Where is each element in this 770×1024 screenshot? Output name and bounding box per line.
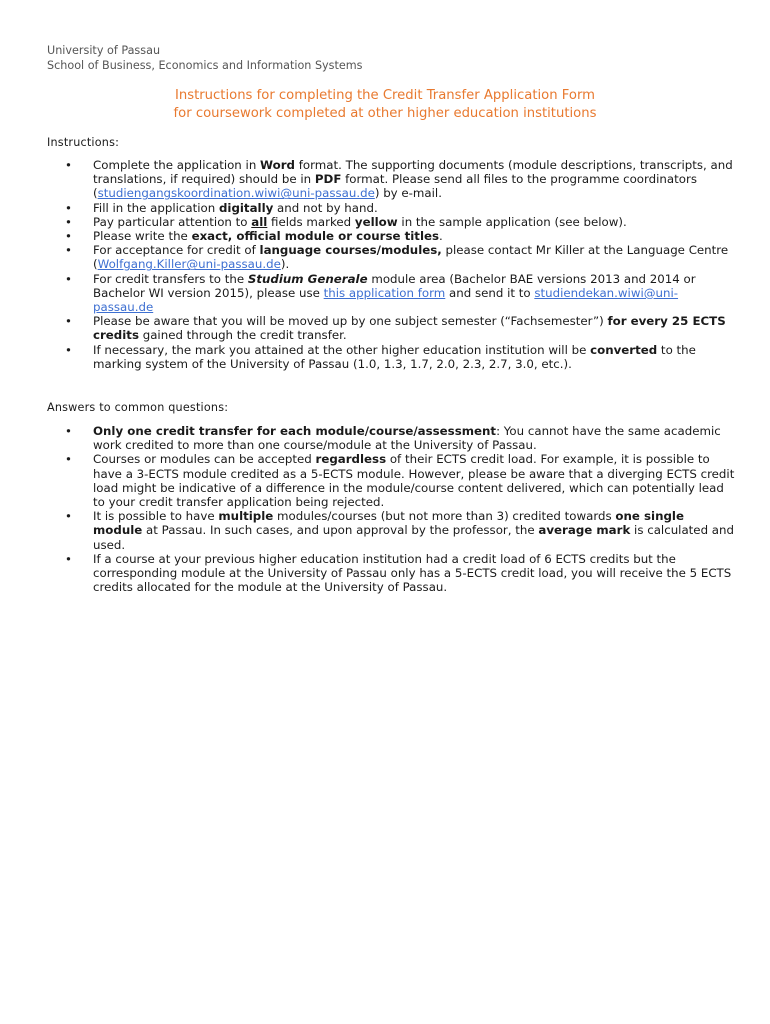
list-item: • Please be aware that you will be moved up by one subject semester (“Fachsemester”) for every 25 ECTS credits gained through the credit transfer. bbox=[65, 314, 726, 343]
bullet-icon: • bbox=[65, 229, 72, 244]
bullet-icon: • bbox=[65, 342, 72, 357]
application-form-link[interactable]: this application form bbox=[323, 285, 446, 300]
list-item: • Please write the exact, official module or course titles. bbox=[65, 229, 443, 244]
bullet-icon: • bbox=[65, 214, 72, 229]
bullet-icon: • bbox=[65, 314, 72, 329]
school-name: School of Business, Economics and Information Systems bbox=[47, 58, 363, 72]
list-item: • For credit transfers to the Studium Generale module area (Bachelor BAE versions 2013 and 2014 or Bachelor WI version 2015), please use this application form and send it to studiendekan.wiwi@uni-passau.de bbox=[65, 271, 696, 315]
title-line-1: Instructions for completing the Credit Transfer Application Form bbox=[174, 88, 596, 103]
list-item: • Only one credit transfer for each module/course/assessment: You cannot have the same academic work credited to more than one course/module at the University of Passau. bbox=[65, 424, 721, 453]
studiendekan-email-link[interactable]: studiendekan.wiwi@uni-passau.de bbox=[93, 285, 679, 315]
bullet-icon: • bbox=[65, 509, 72, 524]
answers-heading: Answers to common questions: bbox=[47, 401, 229, 414]
list-item: • Pay particular attention to all fields marked yellow in the sample application (see below). bbox=[65, 214, 627, 229]
university-name: University of Passau bbox=[47, 44, 161, 57]
instructions-list bbox=[47, 158, 737, 371]
answers-list bbox=[47, 424, 737, 594]
list-item: • Complete the application in Word format. The supporting documents (module descriptions, transcripts, and translations, if required) should be in PDF format. Please send all files to the programme coordinators (studiengangskoordination.wiwi@uni-passau.de) by e-mail. bbox=[65, 158, 733, 201]
list-item: • For acceptance for credit of language courses/modules, please contact Mr Killer at the Language Centre (Wolfgang.Killer@uni-passau.de). bbox=[65, 243, 729, 272]
list-item: • Fill in the application digitally and not by hand. bbox=[65, 200, 378, 215]
title-line-2: for coursework completed at other higher education institutions bbox=[173, 106, 597, 121]
bullet-icon: • bbox=[65, 200, 72, 215]
instructions-heading: Instructions: bbox=[47, 136, 120, 149]
document-header bbox=[47, 44, 363, 73]
bullet-icon: • bbox=[65, 271, 72, 286]
list-item: • If a course at your previous higher education institution had a credit load of 6 ECTS credits but the corresponding module at the University of Passau only has a 5-ECTS credit load, you will receive the 5 ECTS credits allocated for the module at the University of Passau. bbox=[65, 551, 732, 595]
list-item: • If necessary, the mark you attained at the other higher education institution will be converted to the marking system of the University of Passau (1.0, 1.3, 1.7, 2.0, 2.3, 2.7, 3.0, etc.). bbox=[65, 342, 696, 371]
page-title bbox=[0, 87, 770, 123]
bullet-icon: • bbox=[65, 452, 72, 467]
bullet-icon: • bbox=[65, 424, 72, 438]
language-centre-email-link[interactable]: Wolfgang.Killer@uni-passau.de bbox=[97, 257, 281, 272]
list-item: • It is possible to have multiple modules/courses (but not more than 3) credited towards one single module at Passau. In such cases, and upon approval by the professor, the average mark is calculated and used. bbox=[65, 509, 734, 552]
bullet-icon: • bbox=[65, 158, 72, 172]
coordinators-email-link[interactable]: studiengangskoordination.wiwi@uni-passau.de bbox=[97, 186, 375, 201]
bullet-icon: • bbox=[65, 551, 72, 566]
list-item: • Courses or modules can be accepted regardless of their ECTS credit load. For example, it is possible to have a 3-ECTS module credited as a 5-ECTS module. However, please be aware that a diverging ECTS credit load might be indicative of a difference in the module/course content delivered, which can potentially lead to your credit transfer application being rejected. bbox=[65, 452, 735, 510]
bullet-icon: • bbox=[65, 243, 72, 258]
